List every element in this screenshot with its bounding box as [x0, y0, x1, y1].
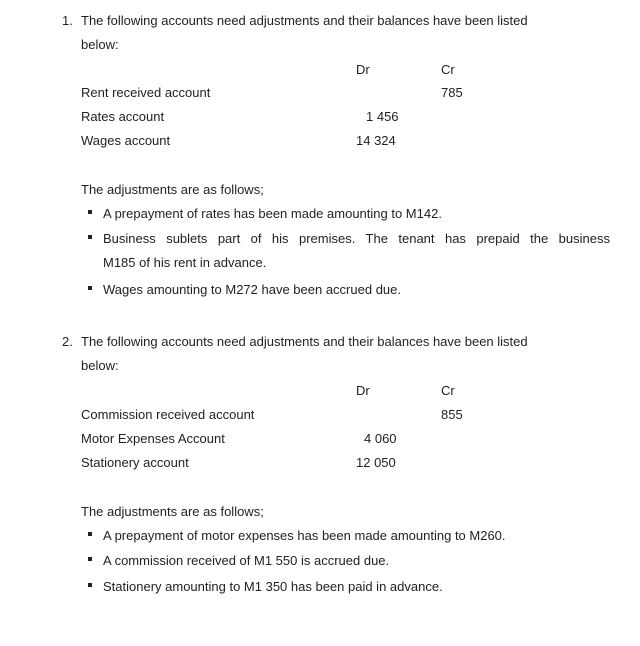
q1-adjustment-text: A prepayment of rates has been made amounting to M142. [103, 206, 442, 221]
q1-account-dr: 14 324 [356, 133, 396, 148]
question-2-intro-cont: below: [81, 358, 119, 373]
question-1-intro-cont: below: [81, 37, 119, 52]
q1-account-name: Rent received account [81, 85, 211, 100]
question-1-number: 1. [62, 13, 73, 28]
q2-account-dr: 4 060 [364, 431, 397, 446]
q1-account-cr: 785 [441, 85, 463, 100]
q2-adjustment-text: Stationery amounting to M1 350 has been paid in advance. [103, 579, 443, 594]
q1-adjustments-intro: The adjustments are as follows; [81, 182, 264, 197]
question-1-intro: The following accounts need adjustments and their balances have been listed [81, 13, 528, 28]
q2-account-dr: 12 050 [356, 455, 396, 470]
q1-adjustment-text: Business sublets part of his premises. The tenant has prepaid the business [103, 231, 610, 246]
q1-account-name: Wages account [81, 133, 171, 148]
q2-account-name: Commission received account [81, 407, 255, 422]
bullet-icon [88, 286, 92, 290]
q1-account-name: Rates account [81, 109, 165, 124]
bullet-icon [88, 235, 92, 239]
q2-cr-header: Cr [441, 383, 455, 398]
q1-cr-header: Cr [441, 62, 455, 77]
question-2-number: 2. [62, 334, 73, 349]
q1-dr-header: Dr [356, 62, 370, 77]
q2-adjustment-text: A commission received of M1 550 is accrued due. [103, 553, 390, 568]
q2-account-name: Stationery account [81, 455, 189, 470]
q2-adjustments-intro: The adjustments are as follows; [81, 504, 264, 519]
q2-account-name: Motor Expenses Account [81, 431, 225, 446]
bullet-icon [88, 210, 92, 214]
bullet-icon [88, 583, 92, 587]
q1-adjustment-text: Wages amounting to M272 have been accrued due. [103, 282, 401, 297]
q2-account-cr: 855 [441, 407, 463, 422]
q2-dr-header: Dr [356, 383, 370, 398]
bullet-icon [88, 557, 92, 561]
question-2-intro: The following accounts need adjustments and their balances have been listed [81, 334, 528, 349]
q2-adjustment-text: A prepayment of motor expenses has been made amounting to M260. [103, 528, 506, 543]
q1-adjustment-text-cont: M185 of his rent in advance. [103, 255, 267, 270]
bullet-icon [88, 532, 92, 536]
q1-account-dr: 1 456 [366, 109, 399, 124]
